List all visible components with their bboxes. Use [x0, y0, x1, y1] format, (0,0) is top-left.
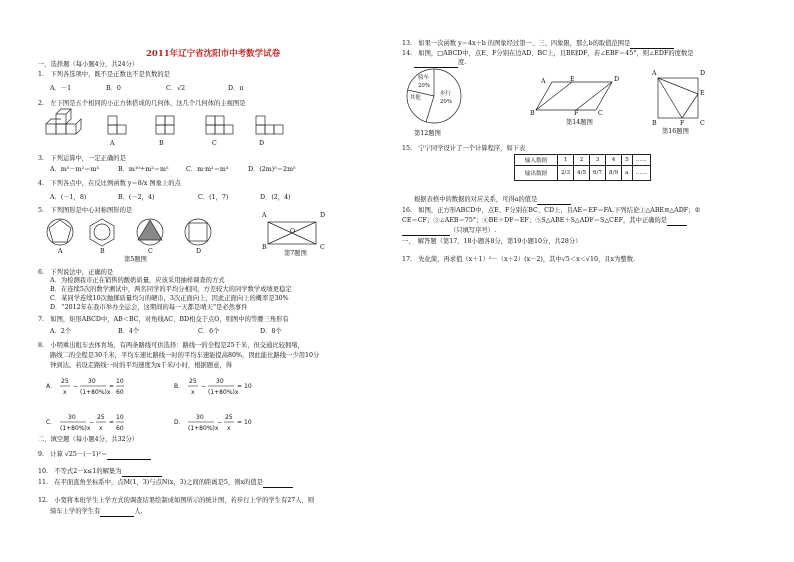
- q8-stem-2: 路线二的全程是30千米，平均车速比路线一时的平均车速能提高80%，因此能比路线一少用10分: [50, 352, 320, 359]
- svg-text:(1+80%)x: (1+80%)x: [208, 389, 239, 396]
- q8-option-c-label: C．: [46, 419, 57, 426]
- table-cell: 6/7: [590, 166, 606, 181]
- table-cell: 8/9: [606, 166, 622, 181]
- svg-text:60: 60: [116, 425, 124, 432]
- table-cell: 4: [606, 155, 622, 166]
- q4-option-c: C．(1，7): [198, 194, 229, 201]
- q2-label-c: C: [212, 140, 217, 147]
- q3-option-a: A．m⁵－m²＝m³: [50, 166, 99, 173]
- table-cell: ……: [632, 166, 650, 181]
- svg-text:30: 30: [196, 414, 204, 421]
- q16-caption: 第16题图: [662, 128, 689, 135]
- q7-point-b: B: [262, 244, 267, 251]
- q3-option-d: D．(2m)⁵＝2m⁵: [248, 166, 296, 173]
- svg-text:25: 25: [61, 378, 69, 385]
- svg-text:x: x: [227, 425, 231, 432]
- q16-point-c: C: [700, 120, 705, 127]
- q2-label-b: B: [159, 140, 164, 147]
- q6-stem: 6. 下列说法中，正确的是: [38, 269, 114, 276]
- svg-text:−: −: [89, 419, 95, 426]
- q16-blank-2: [402, 227, 450, 236]
- svg-text:x: x: [63, 389, 67, 396]
- svg-text:(1+80%)x: (1+80%)x: [60, 425, 91, 432]
- q6-option-a: A．为检测我市正在销售的酸奶质量，应该采用抽样调查的方式: [50, 277, 225, 284]
- pie-label-other: 其他: [410, 95, 421, 101]
- q4-option-d: D．(2，4): [260, 194, 291, 201]
- q7-option-b: B．4个: [118, 328, 140, 335]
- q7-caption: 第7题图: [284, 250, 307, 257]
- q7-option-a: A．2个: [50, 328, 72, 335]
- pie-label-walk: 步行: [440, 91, 451, 97]
- q3-option-c: C．m·m²＝m³: [186, 166, 229, 173]
- q15-output-row: [515, 166, 651, 181]
- q16-stem-1: 16. 如图，正方形ABCD中，点E、F分别在BC、CD上，且AE＝EF＝FA.下列结论①△ABE≌△ADF；②: [402, 207, 701, 214]
- q9-blank: [107, 451, 151, 460]
- svg-text:25: 25: [189, 378, 197, 385]
- svg-text:10: 10: [116, 414, 124, 421]
- q14-point-e: E: [570, 76, 575, 83]
- svg-text:x: x: [191, 389, 195, 396]
- q1-option-d: D．π: [228, 85, 244, 92]
- svg-text:60: 60: [116, 389, 124, 396]
- q16-blank-1: [667, 217, 687, 226]
- svg-text:30: 30: [88, 378, 96, 385]
- q3-stem: 3. 下列运算中，一定正确的是: [38, 155, 126, 162]
- q1-option-c: C．√2: [166, 85, 186, 92]
- q12-stem-2: 骑车上学的学生有 人.: [50, 508, 143, 515]
- q16-stem-3: （只填写序号）.: [402, 227, 496, 236]
- q5-label-a: A: [58, 248, 63, 255]
- q16-stem-2: CE＝CF；③∠AEB＝75°；④BE＋DF＝EF；⑤S△ABE＋S△ADF＝S△CEF，其中正确的是: [402, 217, 687, 226]
- svg-text:=: =: [237, 419, 243, 426]
- table-cell: 2/3: [558, 166, 574, 181]
- table-cell: 1: [558, 155, 574, 166]
- q15-input-row: [515, 155, 651, 166]
- svg-text:−: −: [217, 419, 223, 426]
- q9-stem: 9. 计算 √25－(－1)²＝: [38, 451, 151, 460]
- svg-text:=: =: [109, 419, 115, 426]
- q8-options: [46, 374, 306, 438]
- svg-text:10: 10: [244, 383, 252, 390]
- q14-point-d: D: [614, 76, 620, 83]
- svg-text:(1+80%)x: (1+80%)x: [80, 389, 111, 396]
- table-cell: ……: [632, 155, 650, 166]
- q12-caption: 第12题图: [414, 130, 441, 137]
- q16-point-d: D: [700, 70, 706, 77]
- svg-text:30: 30: [68, 414, 76, 421]
- svg-text:−: −: [201, 383, 207, 390]
- q7-point-c: C: [320, 244, 325, 251]
- table-cell: 3: [590, 155, 606, 166]
- section-2-heading: 二、填空题（每小题4分，共32分）: [38, 436, 139, 443]
- q7-point-o: O: [290, 228, 296, 235]
- q7-stem: 7. 如图，矩形ABCD中，AB＜BC，对角线AC、BD相交于点O，则图中的等腰三角形有: [38, 316, 289, 323]
- q15-table: [514, 154, 651, 181]
- q5-label-d: D: [196, 248, 202, 255]
- q15-stem: 15. 宁宁同学设计了一个计算程序，如下表: [402, 145, 526, 152]
- q11-blank: [263, 479, 293, 488]
- svg-text:30: 30: [216, 378, 224, 385]
- pie-label-bike: 骑车: [418, 75, 429, 81]
- svg-text:(1+80%)x: (1+80%)x: [188, 425, 219, 432]
- q2-stem: 2. 左下图是五个相同的小正方体搭成的几何体，这几个几何体的主视图是: [38, 100, 246, 107]
- q8-stem-1: 8. 小明乘出租车去体育场，有两条路线可供选择：路线一的全程是25千米，但交通比较拥堵，: [38, 342, 304, 349]
- q7-option-d: D．8个: [260, 328, 282, 335]
- q16-point-a: A: [652, 70, 657, 77]
- q8-option-d-label: D．: [174, 419, 185, 426]
- q14-point-b: B: [530, 110, 535, 117]
- svg-text:25: 25: [225, 414, 233, 421]
- q8-option-a-label: A．: [46, 383, 57, 390]
- svg-text:10: 10: [116, 378, 124, 385]
- q7-point-a: A: [262, 212, 267, 219]
- q15-blank: [537, 196, 571, 205]
- q10-blank: [122, 468, 162, 477]
- q16-point-e: E: [700, 90, 705, 97]
- svg-text:=: =: [237, 383, 243, 390]
- svg-text:x: x: [99, 425, 103, 432]
- q14-stem: 14. 如图，□ABCD中，点E、F分别在边AD、BC上，且BE∥DF，若∠EBF＝45°，则∠EDF的度数是: [402, 50, 694, 57]
- q14-stem-2: 度.: [414, 59, 466, 68]
- pie-label-bike-pct: 20%: [418, 83, 430, 89]
- q4-option-b: B．(－2，4): [118, 194, 155, 201]
- q5-label-b: B: [100, 248, 105, 255]
- pie-label-walk-pct: 20%: [440, 99, 452, 105]
- q12-blank: [100, 508, 134, 517]
- q14-point-c: C: [598, 110, 603, 117]
- svg-text:10: 10: [244, 419, 252, 426]
- svg-text:25: 25: [97, 414, 105, 421]
- q7-point-d: D: [320, 212, 326, 219]
- q5-figures: [46, 218, 246, 248]
- table-cell: 2: [574, 155, 590, 166]
- table-cell: 4/5: [574, 166, 590, 181]
- q13-stem: 13. 如果一次函数 y＝4x＋b 的图象经过第一、三、四象限，那么b的取值范围是: [402, 40, 674, 49]
- q5-caption: 第5题图: [124, 256, 147, 263]
- q10-stem: 10. 不等式2－x≤1的解集为: [38, 468, 162, 477]
- q4-option-a: A．(－1，8): [50, 194, 87, 201]
- q1-option-b: B．0: [106, 85, 121, 92]
- q16-point-b: B: [652, 120, 657, 127]
- q16-point-f: F: [680, 120, 685, 127]
- q14-point-f: F: [574, 110, 579, 117]
- q1-stem: 1. 下列各选项中，既不是正数也不是负数的是: [38, 71, 170, 78]
- q5-stem: 5. 下列图形是中心对称图形的是: [38, 207, 133, 214]
- q5-label-c: C: [148, 248, 153, 255]
- q17-stem: 17. 先化简，再求值（x＋1）²－（x＋2）(x－2)，其中√5＜x＜√10，且x为整数.: [402, 256, 635, 263]
- q6-option-c: C．某同学连续10次抛掷质量均匀的硬币，3次正面向上，因此正面向上的概率是30%: [50, 295, 289, 302]
- table-cell: 5: [622, 155, 633, 166]
- q2-figures: [46, 112, 286, 148]
- q6-option-d: D．“2012年在我市举办全运会，这期间的每一天都是晴天”是必然事件: [50, 304, 248, 311]
- q16-figure: [656, 76, 700, 122]
- q8-stem-3: 钟到达。若设走路线一时的平均速度为x千米/小时，根据题意，得: [50, 362, 232, 369]
- section-1-heading: 一、选择题（每小题4分，共24分）: [38, 61, 139, 68]
- q15-input-header: 输入数据: [515, 155, 558, 166]
- q15-output-header: 输出数据: [515, 166, 558, 181]
- q2-label-a: A: [110, 140, 115, 147]
- q2-label-d: D: [259, 140, 265, 147]
- q12-stem-1: 12. 小宽将本班学生上学方式的调查结果绘制成如图所示的统计图，若步行上学的学生有27人，则: [38, 497, 315, 504]
- q13-blank: [630, 40, 674, 49]
- q3-option-b: B．m¹⁰÷m²＝m⁵: [118, 166, 169, 173]
- section-3-heading: 一、 解答题（第17、18小题各8分，第19小题10分，共28分）: [402, 238, 582, 245]
- exam-title: 2011年辽宁省沈阳市中考数学试卷: [146, 49, 281, 59]
- svg-text:−: −: [73, 383, 79, 390]
- q1-option-a: A．－1: [50, 85, 72, 92]
- q4-stem: 4. 下列各点中，在反比例函数 y＝8/x 图象上的点: [38, 180, 181, 187]
- q15-stem-2: 根据表格中的数据的对应关系，可得a的值是: [414, 196, 571, 205]
- svg-text:=: =: [109, 383, 115, 390]
- table-cell: a: [622, 166, 633, 181]
- q7-option-c: C．6个: [198, 328, 220, 335]
- q14-figure: [536, 80, 616, 114]
- q14-point-a: A: [541, 78, 546, 85]
- q11-stem: 11. 在平面直角坐标系中，点M(1，3)与点N(x，3)之间的距离是5，则x的值是: [38, 479, 293, 488]
- q14-caption: 第14题图: [566, 119, 593, 126]
- q8-option-b-label: B．: [174, 383, 185, 390]
- q6-option-b: B．在连续5次的数学测试中，两名同学的平均分相同，方差较大的同学数学成绩更稳定: [50, 286, 292, 293]
